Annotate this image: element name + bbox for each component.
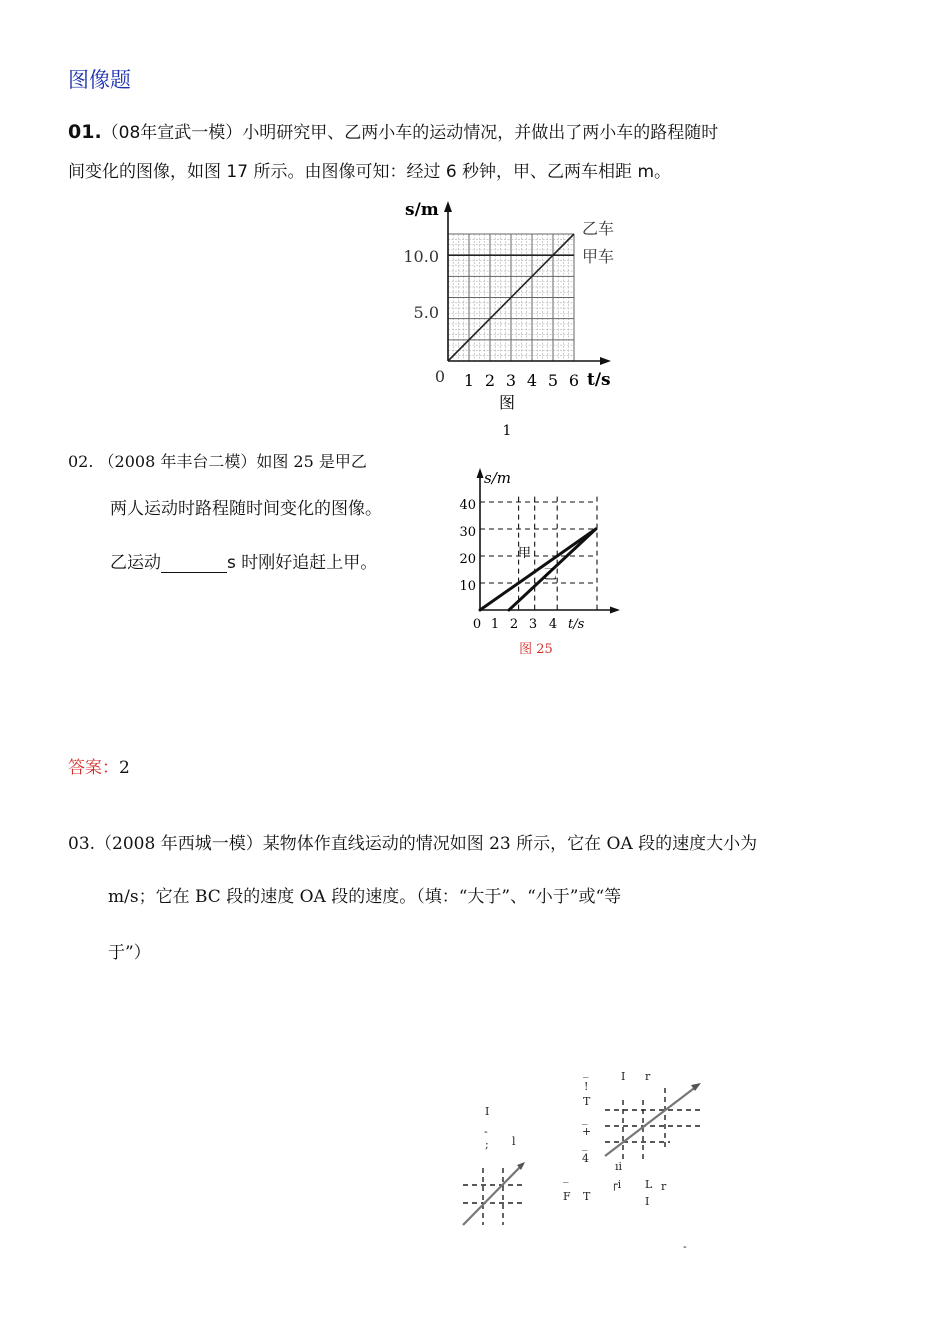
- svg-text:ıi: ıi: [615, 1160, 623, 1173]
- svg-text:I: I: [621, 1070, 626, 1083]
- figure-1-ytick-10: 10.0: [403, 247, 439, 266]
- question-1-source: （08年宣武一模）: [101, 123, 243, 143]
- figure-25-xtick-0: 0: [472, 617, 482, 632]
- svg-text:_: _: [563, 1170, 569, 1183]
- svg-text:l: l: [512, 1135, 516, 1148]
- figure-25-y-label: s/m: [484, 469, 511, 487]
- figure-1-caption-number: 1: [502, 423, 512, 438]
- svg-text:r: r: [645, 1070, 651, 1083]
- figure-1-xtick-3: 3: [505, 371, 517, 390]
- figure-25-series-jia: [480, 529, 596, 610]
- figure-1-xtick-4: 4: [526, 371, 538, 390]
- question-2-line-1: 02. （2008 年丰台二模）如图 25 是甲乙: [68, 452, 367, 471]
- figure-1-xtick-5: 5: [547, 371, 559, 390]
- section-heading: 图像题: [68, 68, 131, 92]
- figure-23-image: [455, 1060, 715, 1250]
- figure-1-x-arrow: [600, 357, 611, 365]
- figure-25-series: [480, 529, 596, 610]
- figure-1-xtick-2: 2: [484, 371, 496, 390]
- question-1-text: 小明研究甲、乙两小车的运动情况，并做出了两小车的路程随时: [242, 123, 719, 143]
- svg-text:-: -: [484, 1125, 488, 1138]
- question-2-answer-blank: [161, 554, 227, 573]
- figure-1-chart: [395, 198, 635, 438]
- figure-1-legend-yi: 乙车: [582, 219, 615, 238]
- answer-value: 2: [119, 758, 130, 778]
- question-1-line-2: 间变化的图像，如图 17 所示。由图像可知：经过 6 秒钟，甲、乙两车相距 m。: [68, 162, 672, 182]
- figure-1-caption: 图: [498, 393, 516, 412]
- svg-text:F: F: [563, 1190, 571, 1203]
- figure-25-xtick-2: 2: [509, 617, 519, 632]
- figure-25-xtick-1: 1: [490, 617, 500, 632]
- question-2-line-2: 两人运动时路程随时间变化的图像。: [110, 499, 382, 519]
- figure-25-x-arrow: [610, 607, 620, 614]
- svg-text:-: -: [683, 1240, 687, 1250]
- figure-25-x-label: t/s: [568, 617, 585, 632]
- answer-label: 答案：: [68, 758, 119, 778]
- figure-25-ytick-20: 20: [459, 552, 476, 567]
- question-2-text-before-blank: 乙运动: [110, 553, 161, 573]
- svg-text:T: T: [583, 1190, 591, 1203]
- figure-25-ytick-30: 30: [459, 525, 476, 540]
- figure-25-label-yi: 乙: [543, 567, 557, 583]
- svg-text:I: I: [645, 1195, 650, 1208]
- question-2-text-after-blank: s 时刚好追赶上甲。: [227, 553, 378, 573]
- svg-text:┌i: ┌i: [611, 1178, 622, 1191]
- question-1-line-1: [68, 120, 718, 145]
- svg-text:I: I: [485, 1105, 490, 1118]
- svg-text:!: !: [584, 1080, 589, 1093]
- svg-text:_: _: [582, 1138, 588, 1151]
- svg-text:L: L: [645, 1178, 653, 1191]
- figure-25-xtick-3: 3: [528, 617, 538, 632]
- svg-text:+: +: [582, 1125, 592, 1138]
- figure-1-legend-jia: 甲车: [582, 247, 615, 266]
- figure-1-x-label: t/s: [587, 370, 611, 390]
- question-3-line-3: 于”）: [108, 943, 151, 963]
- question-1-number: 01.: [68, 121, 102, 143]
- svg-text:4: 4: [582, 1152, 589, 1165]
- svg-text:_: _: [582, 1112, 588, 1125]
- figure-25-ytick-40: 40: [459, 498, 476, 513]
- svg-text:_: _: [583, 1065, 589, 1078]
- question-2-line-3: [110, 548, 377, 573]
- figure-1-xtick-6: 6: [568, 371, 580, 390]
- figure-1-y-arrow: [444, 201, 452, 212]
- figure-25-xtick-4: 4: [548, 617, 558, 632]
- question-3-line-2: m/s；它在 BC 段的速度 OA 段的速度。（填：“大于”、“小于”或“等: [108, 887, 622, 907]
- svg-text:r: r: [661, 1180, 667, 1193]
- figure-1-y-label: s/m: [405, 200, 439, 220]
- svg-text:T: T: [583, 1095, 591, 1108]
- figure-25-ytick-10: 10: [459, 579, 476, 594]
- svg-text:;: ;: [485, 1138, 489, 1151]
- figure-25-caption: 图 25: [519, 642, 553, 657]
- figure-1-origin: 0: [434, 367, 446, 386]
- figure-25-chart: [450, 462, 630, 662]
- figure-1-ytick-5: 5.0: [413, 303, 439, 322]
- question-3-line-1: 03.（2008 年西城一模）某物体作直线运动的情况如图 23 所示，它在 OA 段的速度大小为: [68, 834, 758, 854]
- figure-25-label-jia: 甲: [518, 546, 532, 561]
- figure-25-grid: [480, 497, 597, 610]
- figure-25-y-arrow: [477, 468, 484, 478]
- answer-line: [68, 753, 130, 778]
- figure-1-xtick-1: 1: [463, 371, 475, 390]
